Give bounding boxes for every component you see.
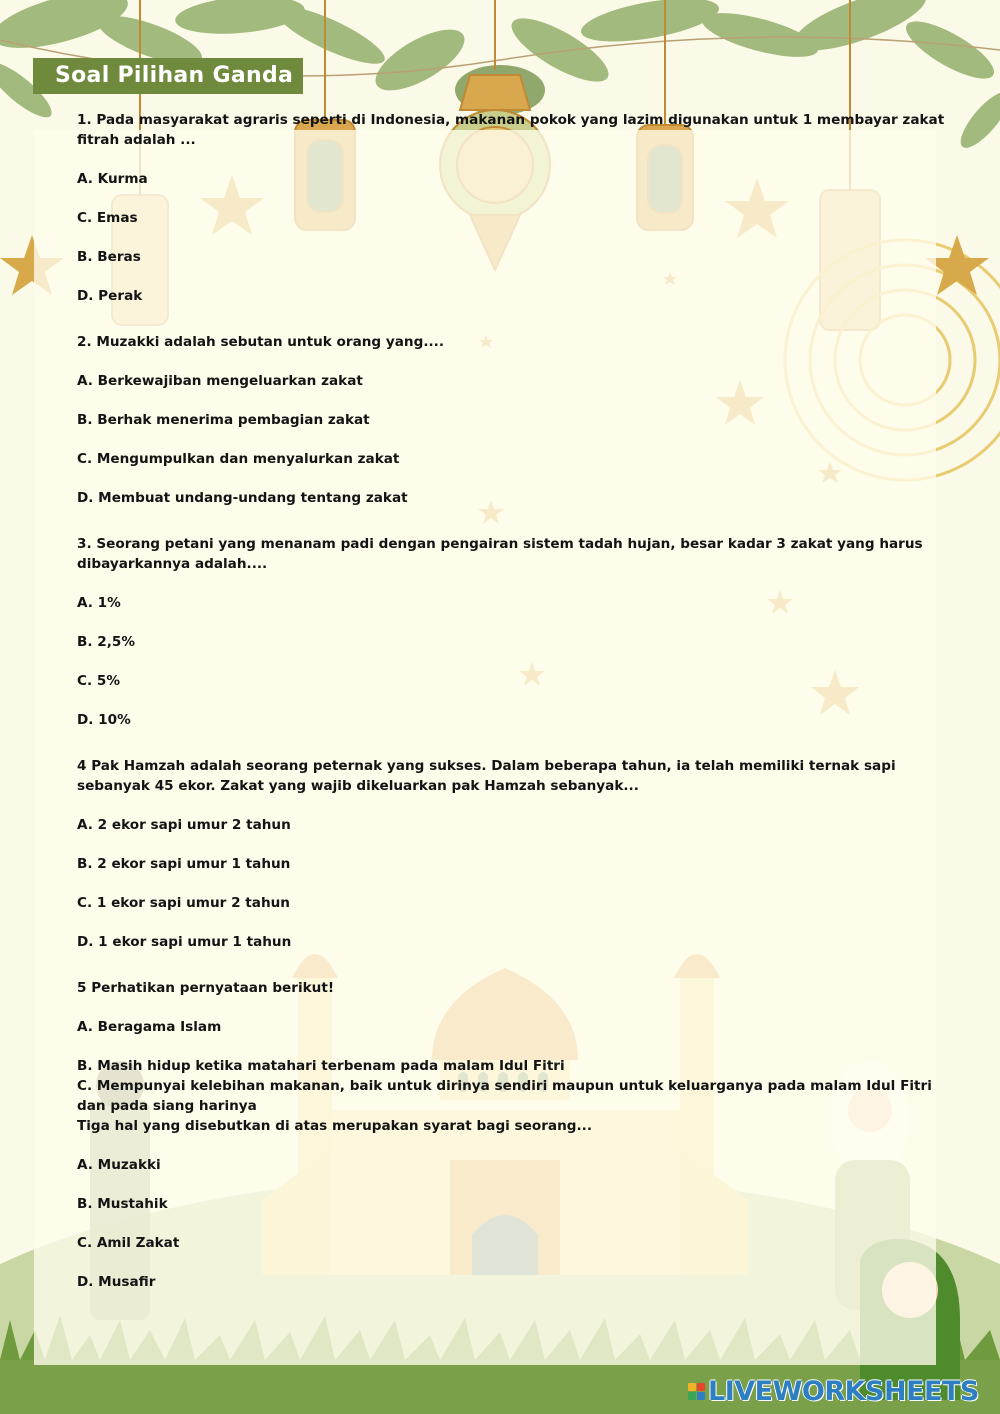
- option-d[interactable]: D. Perak: [77, 288, 143, 304]
- option-c[interactable]: C. 1 ekor sapi umur 2 tahun: [77, 895, 290, 911]
- logo-square: [688, 1383, 696, 1391]
- logo-square: [697, 1383, 705, 1391]
- question-prompt: Tiga hal yang disebutkan di atas merupakan syarat bagi seorang...: [77, 1118, 592, 1134]
- statement-b: B. Masih hidup ketika matahari terbenam pada malam Idul Fitri: [77, 1058, 565, 1074]
- question-text: 2. Muzakki adalah sebutan untuk orang yang....: [77, 334, 444, 350]
- question-list: [77, 110, 952, 1318]
- option-d[interactable]: D. 10%: [77, 712, 131, 728]
- page-title: Soal Pilihan Ganda: [55, 63, 294, 88]
- brand-name: LIVEWORKSHEETS: [708, 1375, 979, 1407]
- liveworksheets-logo[interactable]: [688, 1374, 979, 1408]
- logo-square: [688, 1392, 696, 1400]
- option-a[interactable]: A. 1%: [77, 595, 121, 611]
- option-c[interactable]: C. Emas: [77, 210, 138, 226]
- option-a[interactable]: A. Berkewajiban mengeluarkan zakat: [77, 373, 363, 389]
- option-b[interactable]: B. Berhak menerima pembagian zakat: [77, 412, 370, 428]
- question-text: 1. Pada masyarakat agraris seperti di Indonesia, makanan pokok yang lazim digunakan untuk 1 membayar zakat fitrah adalah ...: [77, 112, 945, 148]
- question-2: [77, 332, 952, 508]
- option-b[interactable]: B. Beras: [77, 249, 141, 265]
- option-d[interactable]: D. Membuat undang-undang tentang zakat: [77, 490, 408, 506]
- option-a[interactable]: A. 2 ekor sapi umur 2 tahun: [77, 817, 291, 833]
- question-4: [77, 756, 952, 952]
- question-5: [77, 978, 952, 1292]
- question-3: [77, 534, 952, 730]
- question-text: 4 Pak Hamzah adalah seorang peternak yang sukses. Dalam beberapa tahun, ia telah memiliki ternak sapi sebanyak 45 ekor. Zakat yang wajib dikeluarkan pak Hamzah sebanyak...: [77, 758, 896, 794]
- option-a[interactable]: A. Kurma: [77, 171, 148, 187]
- option-b[interactable]: B. 2,5%: [77, 634, 135, 650]
- option-a[interactable]: A. Muzakki: [77, 1157, 161, 1173]
- option-d[interactable]: D. Musafir: [77, 1274, 156, 1290]
- statement-a: A. Beragama Islam: [77, 1019, 222, 1035]
- brand-logo-icon: [688, 1383, 705, 1400]
- question-text: 5 Perhatikan pernyataan berikut!: [77, 980, 335, 996]
- option-c[interactable]: C. Mengumpulkan dan menyalurkan zakat: [77, 451, 400, 467]
- option-d[interactable]: D. 1 ekor sapi umur 1 tahun: [77, 934, 292, 950]
- statement-c: C. Mempunyai kelebihan makanan, baik untuk dirinya sendiri maupun untuk keluarganya pada malam Idul Fitri dan pada siang harinya: [77, 1078, 932, 1114]
- logo-square: [697, 1392, 705, 1400]
- option-c[interactable]: C. Amil Zakat: [77, 1235, 180, 1251]
- option-b[interactable]: B. 2 ekor sapi umur 1 tahun: [77, 856, 291, 872]
- question-text: 3. Seorang petani yang menanam padi dengan pengairan sistem tadah hujan, besar kadar 3 zakat yang harus dibayarkannya adalah....: [77, 536, 923, 572]
- option-b[interactable]: B. Mustahik: [77, 1196, 168, 1212]
- option-c[interactable]: C. 5%: [77, 673, 120, 689]
- question-1: [77, 110, 952, 306]
